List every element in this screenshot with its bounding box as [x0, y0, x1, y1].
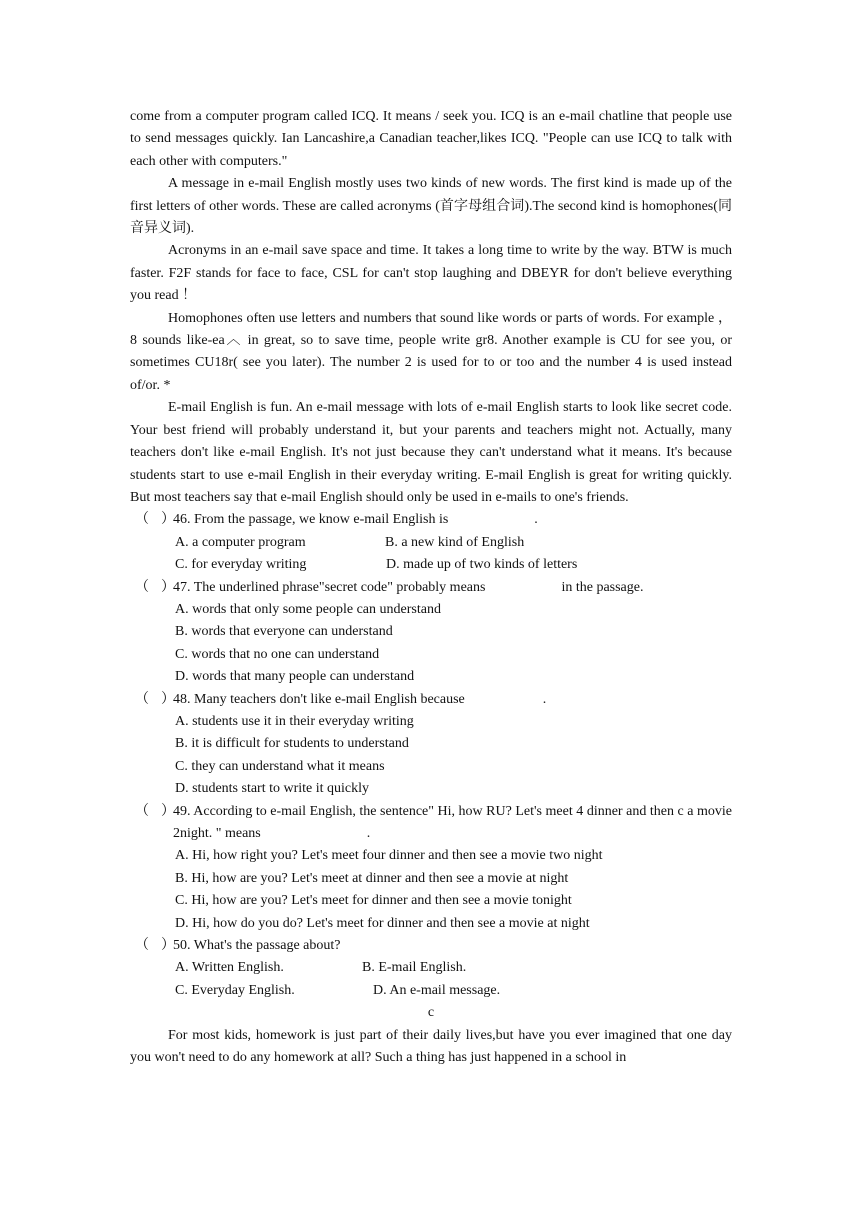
option-c: C. Everyday English.	[175, 982, 295, 998]
question-stem: 50. What's the passage about?	[173, 938, 341, 954]
option-c: C. words that no one can understand	[175, 646, 380, 662]
option-row	[130, 554, 732, 576]
option-c: C. for everyday writing	[175, 557, 307, 573]
option-a: A. Written English.	[175, 960, 284, 976]
answer-bracket[interactable]: （）	[135, 803, 187, 819]
option-a: A. students use it in their everyday writing	[175, 713, 414, 729]
question-tail: .	[542, 691, 547, 707]
passage-paragraph: Acronyms in an e-mail save space and time. It takes a long time to write by the way. BTW is much faster. F2F stands for face to face, CSL for can't stop laughing and DBEYR for don't believe everything you read ！	[130, 243, 732, 304]
question-46	[130, 509, 732, 531]
option-row	[130, 532, 732, 554]
document-page	[130, 106, 732, 1069]
option-b: B. a new kind of English	[385, 534, 525, 550]
question-47	[130, 577, 732, 599]
option-c: C. they can understand what it means	[175, 758, 385, 774]
option-d: D. An e-mail message.	[373, 982, 501, 998]
question-stem: 49. According to e-mail English, the sentence" Hi, how RU? Let's meet 4 dinner and then c a movie 2night. " means	[173, 803, 732, 841]
question-tail: .	[366, 826, 371, 841]
question-stem: 48. Many teachers don't like e-mail English because	[173, 691, 465, 707]
question-50	[130, 935, 732, 957]
question-48	[130, 689, 732, 711]
option-a: A. words that only some people can understand	[175, 601, 441, 617]
question-stem: 47. The underlined phrase"secret code" probably means	[173, 579, 486, 595]
answer-bracket[interactable]: （）	[135, 938, 187, 954]
passage-paragraph: Homophones often use letters and numbers that sound like words or parts of words. For example ， 8 sounds like-ea︿ in great, so to save time, people write gr8. Another example is CU for see you, or sometimes CU18r( see you later). The number 2 is used for to or too and the number 4 is used instead of/or. *	[130, 310, 732, 393]
answer-bracket[interactable]: （）	[135, 579, 187, 595]
option-c: C. Hi, how are you? Let's meet for dinner and then see a movie tonight	[175, 893, 572, 909]
option-row	[130, 980, 732, 1002]
option-b: B. Hi, how are you? Let's meet at dinner and then see a movie at night	[175, 870, 569, 886]
passage-paragraph: come from a computer program called ICQ. It means / seek you. ICQ is an e-mail chatline that people use to send messages quickly. Ian Lancashire,a Canadian teacher,likes ICQ. "People can use ICQ to talk with each other with computers."	[130, 109, 732, 169]
option-d: D. words that many people can understand	[175, 669, 415, 685]
question-49	[130, 801, 732, 846]
passage-paragraph: For most kids, homework is just part of their daily lives,but have you ever imagined that one day you won't need to do any homework at all? Such a thing has just happened in a school in	[130, 1027, 732, 1066]
option-b: B. words that everyone can understand	[175, 624, 393, 640]
option-row	[130, 957, 732, 979]
section-label: c	[427, 1005, 435, 1021]
option-a: A. Hi, how right you? Let's meet four dinner and then see a movie two night	[175, 848, 603, 864]
option-b: B. E-mail English.	[362, 960, 467, 976]
question-tail: in the passage.	[561, 579, 644, 595]
option-b: B. it is difficult for students to understand	[175, 736, 409, 752]
option-d: D. students start to write it quickly	[175, 781, 370, 797]
passage-paragraph: A message in e-mail English mostly uses two kinds of new words. The first kind is made up of the first letters of other words. These are called acronyms (首字母组合词).The second kind is homophones(同音异义词).	[130, 176, 732, 237]
passage-paragraph: E-mail English is fun. An e-mail message with lots of e-mail English starts to look like secret code. Your best friend will probably understand it, but your parents and teachers might not. Actually, many teachers don't like e-mail English. It's not just because they can't understand what it means. It's because students start to use e-mail English in their everyday writing. E-mail English is great for writing quickly. But most teachers say that e-mail English should only be used in e-mails to one's friends.	[130, 400, 732, 505]
answer-bracket[interactable]: （）	[135, 512, 187, 528]
option-d: D. made up of two kinds of letters	[386, 557, 578, 573]
option-a: A. a computer program	[175, 534, 306, 550]
question-stem: 46. From the passage, we know e-mail English is	[173, 512, 449, 528]
answer-bracket[interactable]: （）	[135, 691, 187, 707]
option-d: D. Hi, how do you do? Let's meet for dinner and then see a movie at night	[175, 915, 590, 931]
question-tail: .	[534, 512, 538, 528]
